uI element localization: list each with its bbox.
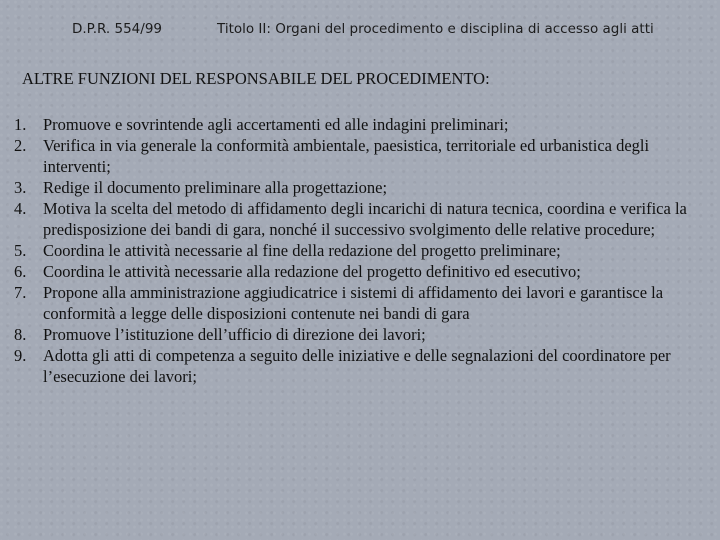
item-number: 7. bbox=[14, 283, 27, 302]
item-number: 6. bbox=[14, 262, 27, 281]
item-text: Promuove e sovrintende agli accertamenti ed alle indagini preliminari; bbox=[43, 115, 509, 134]
list-item bbox=[14, 282, 704, 324]
item-number: 8. bbox=[14, 325, 27, 344]
item-number: 2. bbox=[14, 136, 27, 155]
list-item bbox=[14, 324, 704, 345]
list-item bbox=[14, 177, 704, 198]
item-number: 5. bbox=[14, 241, 27, 260]
section-title: Titolo II: Organi del procedimento e disciplina di accesso agli atti bbox=[217, 21, 654, 37]
list-item bbox=[14, 261, 704, 282]
item-text: Coordina le attività necessarie al fine della redazione del progetto preliminare; bbox=[43, 241, 561, 260]
item-text: Redige il documento preliminare alla progettazione; bbox=[43, 178, 388, 197]
list-item bbox=[14, 240, 704, 261]
item-text: Promuove l’istituzione dell’ufficio di direzione dei lavori; bbox=[43, 325, 426, 344]
list-item bbox=[14, 198, 704, 240]
item-text: Adotta gli atti di competenza a seguito delle iniziative e delle segnalazioni del coordinatore per l’esecuzione dei lavori; bbox=[43, 346, 671, 386]
list-item bbox=[14, 345, 704, 387]
item-text: Motiva la scelta del metodo di affidamento degli incarichi di natura tecnica, coordina e verifica la predisposizione dei bandi di gara, nonché il successivo svolgimento delle relative procedure; bbox=[43, 199, 687, 239]
item-text: Coordina le attività necessarie alla redazione del progetto definitivo ed esecutivo; bbox=[43, 262, 581, 281]
item-number: 9. bbox=[14, 346, 27, 365]
functions-list bbox=[14, 114, 704, 387]
item-number: 1. bbox=[14, 115, 27, 134]
slide-header bbox=[0, 21, 720, 43]
item-number: 3. bbox=[14, 178, 27, 197]
slide-heading: ALTRE FUNZIONI DEL RESPONSABILE DEL PROCEDIMENTO: bbox=[22, 69, 490, 88]
item-text: Verifica in via generale la conformità ambientale, paesistica, territoriale ed urbanistica degli interventi; bbox=[43, 136, 650, 176]
item-number: 4. bbox=[14, 199, 27, 218]
list-item bbox=[14, 135, 704, 177]
list-item bbox=[14, 114, 704, 135]
item-text: Propone alla amministrazione aggiudicatrice i sistemi di affidamento dei lavori e garantisce la conformità a legge delle disposizioni contenute nei bandi di gara bbox=[43, 283, 664, 323]
decree-reference: D.P.R. 554/99 bbox=[72, 21, 162, 37]
